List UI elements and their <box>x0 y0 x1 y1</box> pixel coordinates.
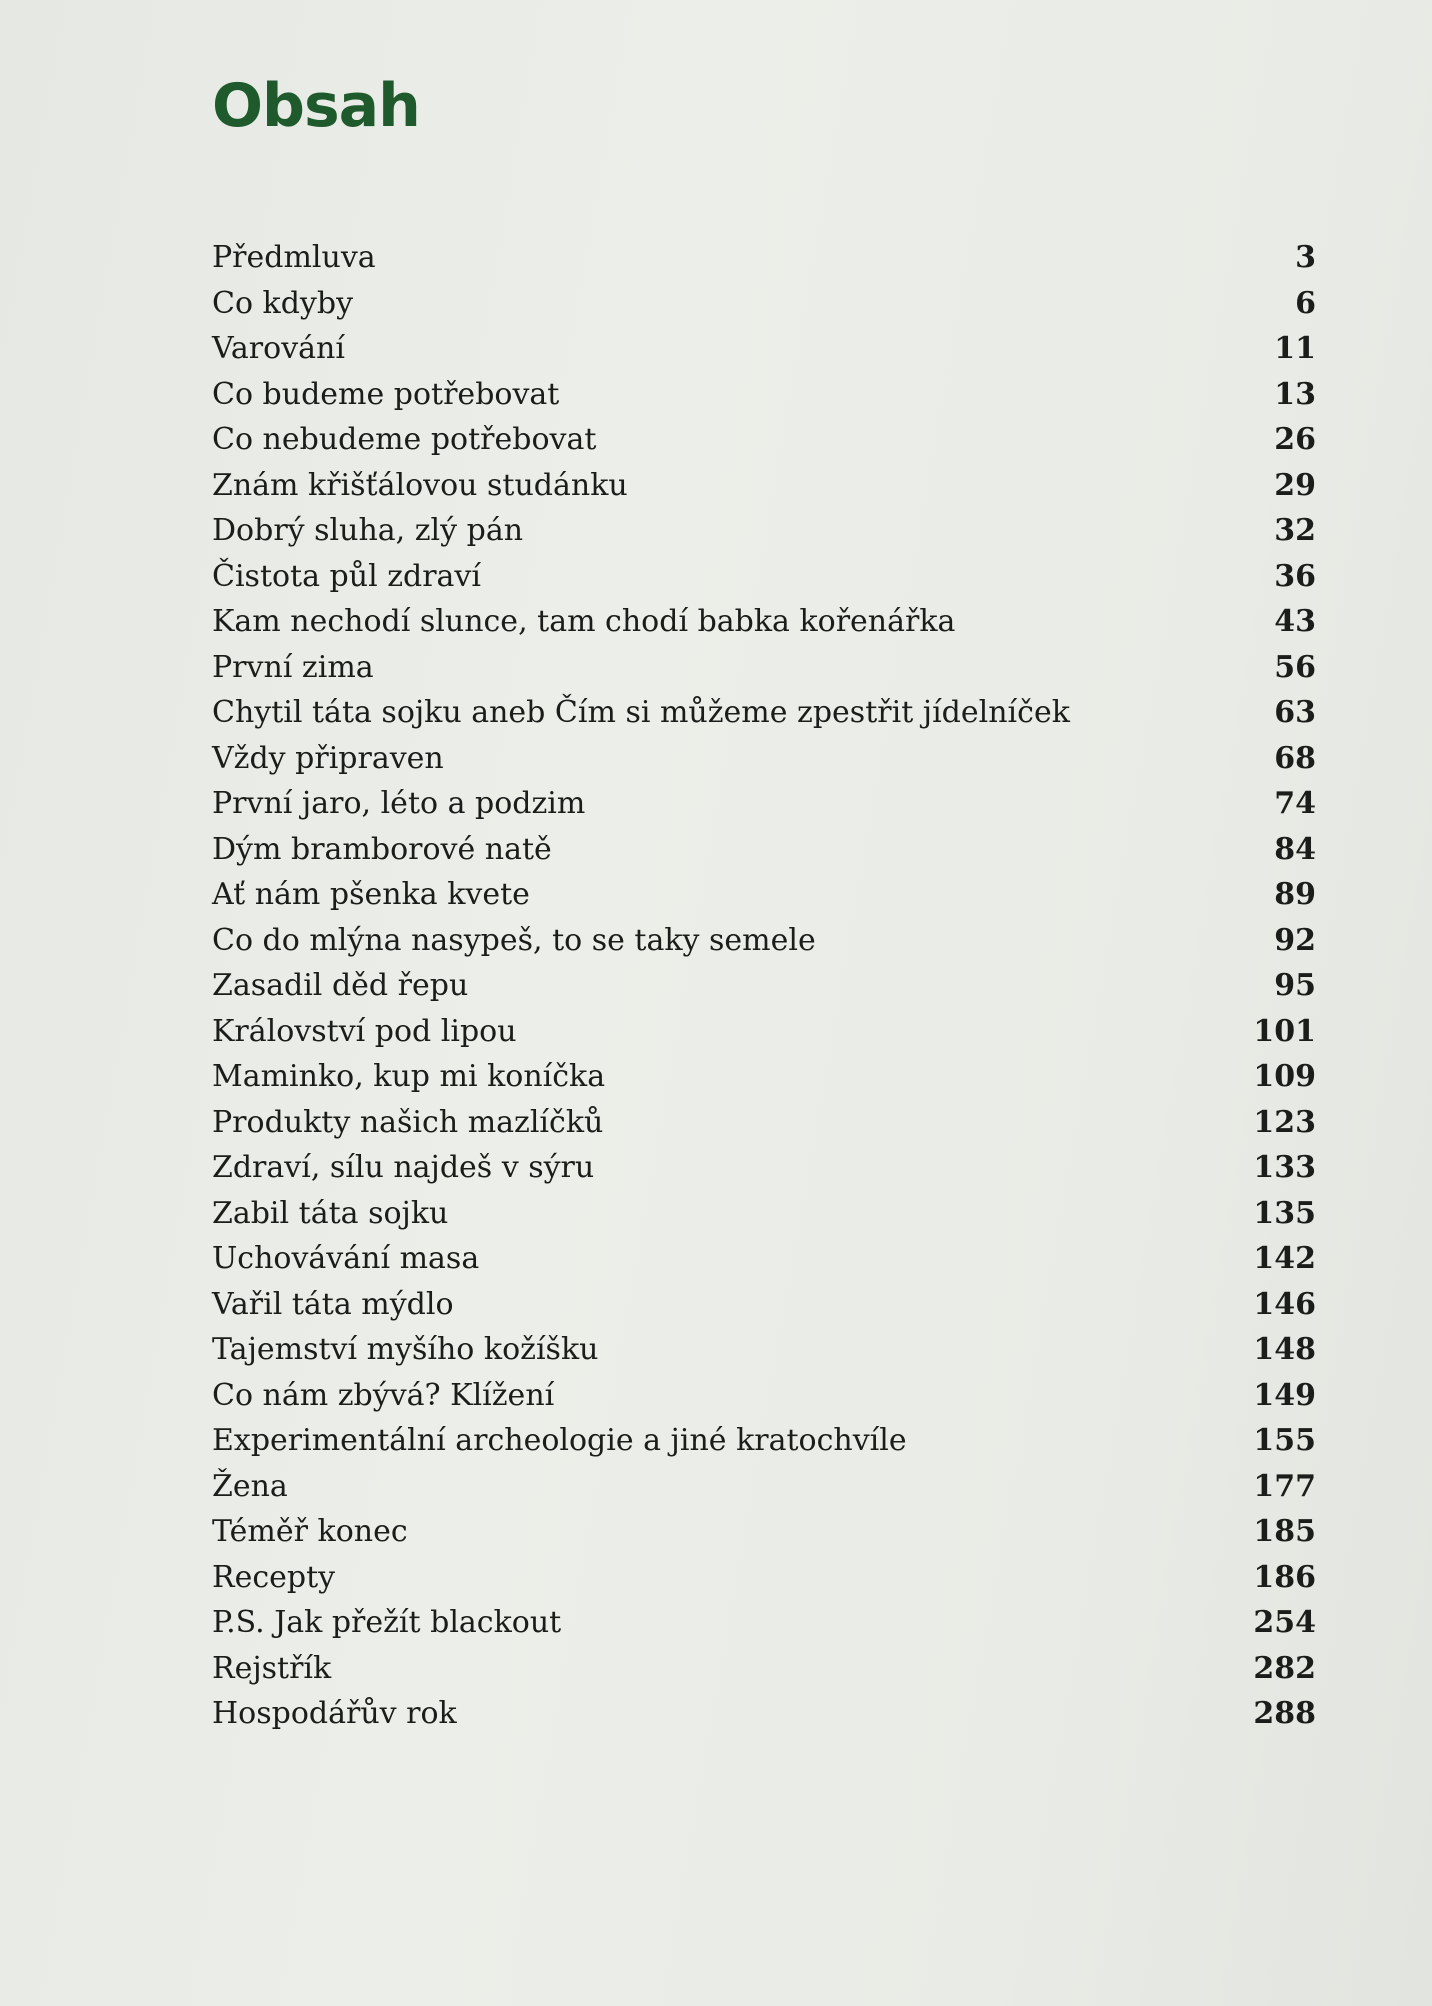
toc-entry-page-number: 123 <box>1253 1104 1316 1140</box>
toc-entry <box>212 468 1322 514</box>
toc-entry <box>212 1651 1322 1697</box>
toc-entry-page-number: 185 <box>1253 1514 1316 1549</box>
toc-entry-page-number: 109 <box>1253 1059 1316 1094</box>
toc-entry <box>212 559 1322 605</box>
toc-entry-page-number: 68 <box>1274 740 1316 776</box>
toc-entry <box>212 422 1322 468</box>
toc-entry-title: Žena <box>212 1468 288 1504</box>
toc-entry <box>212 968 1322 1014</box>
toc-entry-page-number: 177 <box>1253 1468 1316 1504</box>
toc-entry-title: Vždy připraven <box>212 740 444 776</box>
toc-entry <box>212 1059 1322 1105</box>
toc-entry <box>212 877 1322 923</box>
toc-entry-page-number: 89 <box>1274 877 1316 912</box>
toc-entry <box>212 1332 1322 1378</box>
toc-entry-title: Co do mlýna nasypeš, to se taky semele <box>212 922 816 958</box>
toc-entry-page-number: 84 <box>1274 831 1316 867</box>
toc-entry-title: Předmluva <box>212 240 376 275</box>
toc-entry-page-number: 288 <box>1253 1696 1316 1731</box>
toc-entry <box>212 331 1322 377</box>
toc-entry <box>212 1014 1322 1060</box>
toc-entry <box>212 1241 1322 1287</box>
toc-entry-title: Znám křišťálovou studánku <box>212 467 628 503</box>
table-of-contents <box>212 240 1322 1742</box>
toc-entry <box>212 832 1322 878</box>
toc-entry-title: Zdraví, sílu najdeš v sýru <box>212 1150 595 1185</box>
toc-entry <box>212 1105 1322 1151</box>
toc-entry-title: Varování <box>212 331 345 366</box>
toc-entry-page-number: 149 <box>1253 1377 1316 1413</box>
toc-entry-title: Dobrý sluha, zlý pán <box>212 513 524 548</box>
toc-entry <box>212 240 1322 286</box>
toc-entry-page-number: 282 <box>1253 1650 1316 1686</box>
toc-entry-page-number: 3 <box>1295 240 1316 275</box>
toc-entry-page-number: 11 <box>1274 331 1316 366</box>
toc-entry <box>212 923 1322 969</box>
toc-entry <box>212 650 1322 696</box>
toc-entry-page-number: 146 <box>1253 1286 1316 1322</box>
toc-entry <box>212 1696 1322 1742</box>
toc-entry <box>212 741 1322 787</box>
toc-entry-page-number: 135 <box>1253 1195 1316 1231</box>
toc-entry-page-number: 26 <box>1274 422 1316 457</box>
toc-entry-page-number: 254 <box>1253 1605 1316 1640</box>
toc-entry-title: První jaro, léto a podzim <box>212 786 586 821</box>
toc-entry-page-number: 63 <box>1274 695 1316 730</box>
toc-entry <box>212 695 1322 741</box>
toc-entry-page-number: 142 <box>1253 1241 1316 1276</box>
toc-entry-title: Království pod lipou <box>212 1013 517 1049</box>
toc-entry-title: První zima <box>212 649 374 685</box>
toc-entry <box>212 286 1322 332</box>
toc-entry-page-number: 13 <box>1274 376 1316 412</box>
toc-entry-title: Vařil táta mýdlo <box>212 1286 454 1322</box>
toc-entry-title: Kam nechodí slunce, tam chodí babka kořenářka <box>212 604 956 639</box>
toc-entry-title: Ať nám pšenka kvete <box>212 877 530 912</box>
toc-entry <box>212 1150 1322 1196</box>
toc-entry-title: P.S. Jak přežít blackout <box>212 1605 562 1640</box>
toc-entry-title: Recepty <box>212 1559 336 1595</box>
toc-entry-page-number: 32 <box>1274 513 1316 548</box>
toc-entry-title: Co nebudeme potřebovat <box>212 422 597 457</box>
toc-entry-title: Tajemství myšího kožíšku <box>212 1332 599 1367</box>
toc-entry-title: Maminko, kup mi koníčka <box>212 1059 606 1094</box>
toc-entry-title: Rejstřík <box>212 1650 332 1686</box>
toc-entry-page-number: 29 <box>1274 467 1316 503</box>
toc-entry <box>212 1287 1322 1333</box>
toc-entry-title: Co budeme potřebovat <box>212 376 560 412</box>
toc-entry <box>212 1605 1322 1651</box>
toc-entry-page-number: 95 <box>1274 968 1316 1003</box>
toc-entry-page-number: 148 <box>1253 1332 1316 1367</box>
toc-entry <box>212 1378 1322 1424</box>
toc-entry <box>212 1560 1322 1606</box>
toc-entry-title: Dým bramborové natě <box>212 831 552 867</box>
toc-entry-page-number: 74 <box>1274 786 1316 821</box>
toc-entry-title: Produkty našich mazlíčků <box>212 1104 604 1140</box>
toc-entry-page-number: 56 <box>1274 649 1316 685</box>
toc-entry-page-number: 155 <box>1253 1423 1316 1458</box>
toc-entry <box>212 1514 1322 1560</box>
toc-entry-title: Zabil táta sojku <box>212 1195 449 1231</box>
toc-entry-title: Zasadil děd řepu <box>212 968 469 1003</box>
toc-entry <box>212 1469 1322 1515</box>
toc-entry-title: Téměř konec <box>212 1514 408 1549</box>
toc-entry <box>212 1423 1322 1469</box>
toc-entry-title: Uchovávání masa <box>212 1241 480 1276</box>
toc-entry <box>212 604 1322 650</box>
toc-entry-page-number: 43 <box>1274 604 1316 639</box>
toc-entry-page-number: 6 <box>1295 285 1316 321</box>
toc-entry-page-number: 186 <box>1253 1559 1316 1595</box>
toc-entry-title: Čistota půl zdraví <box>212 558 481 594</box>
toc-entry-title: Hospodářův rok <box>212 1696 457 1731</box>
toc-entry-page-number: 92 <box>1274 922 1316 958</box>
toc-entry <box>212 377 1322 423</box>
toc-entry <box>212 513 1322 559</box>
toc-entry <box>212 1196 1322 1242</box>
toc-entry-page-number: 133 <box>1253 1150 1316 1185</box>
toc-entry-title: Co kdyby <box>212 285 354 321</box>
toc-entry <box>212 786 1322 832</box>
toc-entry-title: Experimentální archeologie a jiné kratochvíle <box>212 1423 907 1458</box>
toc-entry-page-number: 36 <box>1274 558 1316 594</box>
toc-entry-title: Chytil táta sojku aneb Čím si můžeme zpestřit jídelníček <box>212 695 1070 730</box>
toc-entry-page-number: 101 <box>1253 1013 1316 1049</box>
toc-entry-title: Co nám zbývá? Klížení <box>212 1377 555 1413</box>
page-title: Obsah <box>212 71 420 141</box>
